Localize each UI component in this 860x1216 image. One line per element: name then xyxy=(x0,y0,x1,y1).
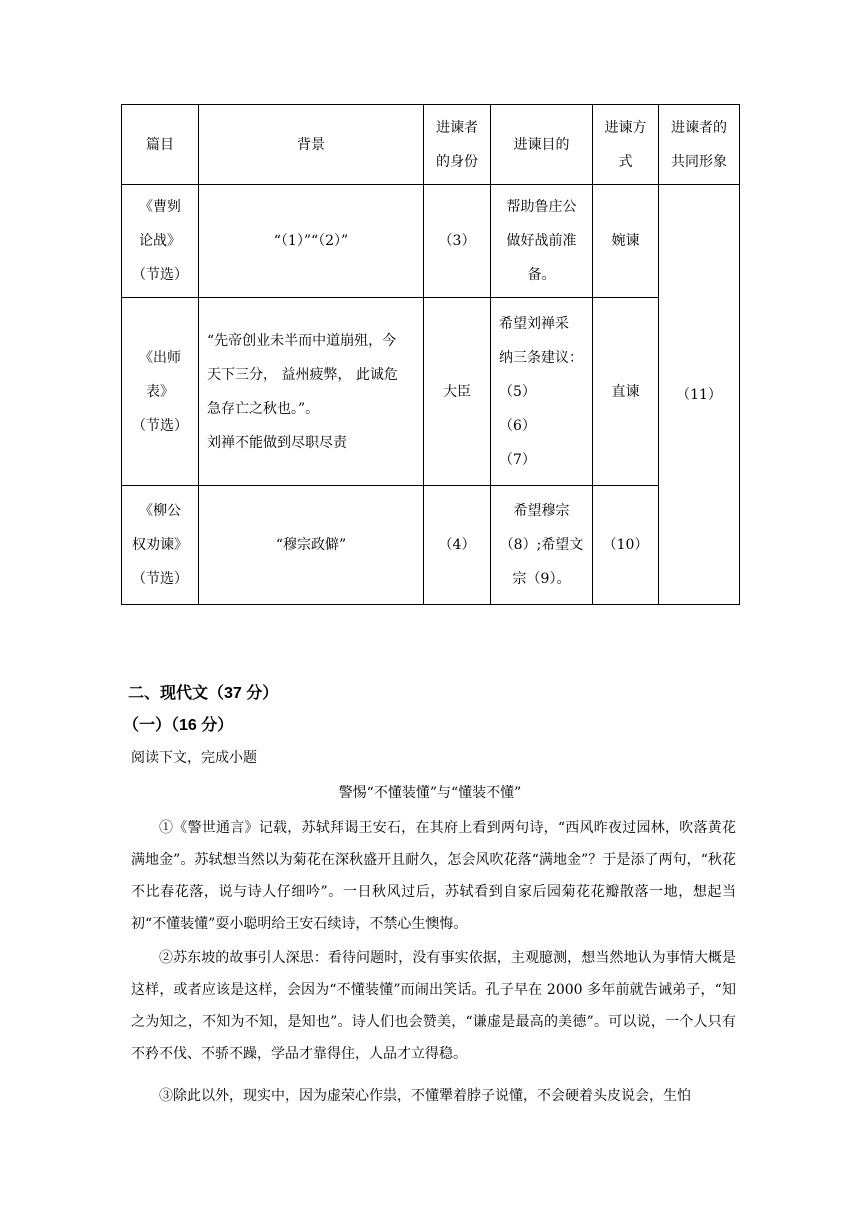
shared-image-cell: （11） xyxy=(659,185,740,605)
row1-title-line2: 论战》 xyxy=(139,233,181,249)
row2-title-line1: 《出师 xyxy=(139,349,181,366)
row2-title-line2: 表》 xyxy=(146,383,174,400)
row2-purpose-line4: （6） xyxy=(499,417,536,434)
row2-purpose xyxy=(491,298,593,486)
row2-title xyxy=(122,298,199,486)
row2-background-line2: 天下三分， 益州疲弊， 此诚危 xyxy=(207,366,398,383)
row1-identity: （3） xyxy=(424,185,491,298)
row2-purpose-line3: （5） xyxy=(499,383,536,400)
header-title: 篇目 xyxy=(122,105,199,185)
row3-method: （10） xyxy=(593,486,659,605)
row3-title-line2: 权劝谏》 xyxy=(132,537,188,553)
row1-purpose-line1: 帮助鲁庄公 xyxy=(506,199,577,215)
paragraph-3: ③除此以外，现实中，因为虚荣心作祟，不懂犟着脖子说懂，不会硬着头皮说会，生怕 xyxy=(159,1088,691,1104)
header-purpose: 进谏目的 xyxy=(491,105,593,185)
article-title: 警惕“不懂装懂”与“懂装不懂” xyxy=(338,785,522,801)
header-image-line1: 进谏者的 xyxy=(671,119,727,136)
row2-purpose-line2: 纳三条建议： xyxy=(499,349,583,366)
header-identity-line1: 进谏者 xyxy=(436,119,478,136)
row1-method: 婉谏 xyxy=(593,185,659,298)
row2-background-line3: 急存亡之秋也。”。 xyxy=(207,400,320,417)
row1-purpose xyxy=(491,185,593,298)
instruction-text: 阅读下文，完成小题 xyxy=(131,750,257,766)
header-background: 背景 xyxy=(199,105,424,185)
row3-title-line3: （节选） xyxy=(132,571,188,587)
row3-purpose-line3: 宗（9）。 xyxy=(512,571,571,587)
section-heading: 二、现代文（37 分） xyxy=(128,685,279,702)
subsection-heading: （一）（16 分） xyxy=(123,717,234,734)
table-row xyxy=(122,185,740,298)
row1-background: “（1）”“（2）” xyxy=(199,185,424,298)
row1-title xyxy=(122,185,199,298)
row2-method: 直谏 xyxy=(593,298,659,486)
row3-identity: （4） xyxy=(424,486,491,605)
row3-purpose-line1: 希望穆宗 xyxy=(513,503,570,519)
row1-title-line3: （节选） xyxy=(132,267,188,283)
paragraph-2: ②苏东坡的故事引人深思：看待问题时，没有事实依据，主观臆测，想当然地认为事情大概是这样，或者应该是这样，会因为“不懂装懂”而闹出笑话。孔子早在 2000 多年前就告诫弟子，“知之为知之，不知为不知，是知也”。诗人们也会赞美，“谦虚是最高的美德”。可以说，一个人只有不矜不伐、不骄不躁，学品才靠得住，人品才立得稳。 xyxy=(131,950,736,1062)
row3-purpose xyxy=(491,486,593,605)
row3-background: “穆宗政僻” xyxy=(199,486,424,605)
table-row xyxy=(122,486,740,605)
header-identity-line2: 的身份 xyxy=(436,153,478,170)
row2-title-line3: （节选） xyxy=(132,417,188,434)
row2-background-line1: “先帝创业未半而中道崩殂，今 xyxy=(207,332,397,349)
row1-purpose-line2: 做好战前准 xyxy=(506,233,577,249)
row3-title-line1: 《柳公 xyxy=(139,503,181,519)
header-image xyxy=(659,105,740,185)
row2-identity: 大臣 xyxy=(424,298,491,486)
row2-background xyxy=(199,298,424,486)
table-header-row xyxy=(122,105,740,185)
row3-purpose-line2: （8）;希望文 xyxy=(499,537,584,553)
row1-title-line1: 《曹刿 xyxy=(139,199,181,215)
header-identity xyxy=(424,105,491,185)
header-image-line2: 共同形象 xyxy=(671,153,727,170)
header-method xyxy=(593,105,659,185)
row1-purpose-line3: 备。 xyxy=(527,267,556,283)
comparison-table xyxy=(121,104,740,605)
paragraph-1: ①《警世通言》记载，苏轼拜谒王安石，在其府上看到两句诗，“西风昨夜过园林，吹落黄花满地金”。苏轼想当然以为菊花在深秋盛开且耐久，怎会风吹花落“满地金”？于是添了两句，“秋花不比春花落，说与诗人仔细吟”。一日秋风过后，苏轼看到自家后园菊花花瓣散落一地，想起当初“不懂装懂”耍小聪明给王安石续诗，不禁心生懊悔。 xyxy=(131,820,736,932)
row2-purpose-line1: 希望刘禅采 xyxy=(499,315,569,332)
row3-title xyxy=(122,486,199,605)
row2-purpose-line5: （7） xyxy=(499,451,536,468)
table-row xyxy=(122,298,740,486)
row2-background-line4: 刘禅不能做到尽职尽责 xyxy=(207,434,347,451)
header-method-line2: 式 xyxy=(618,153,633,170)
header-method-line1: 进谏方 xyxy=(604,119,647,136)
